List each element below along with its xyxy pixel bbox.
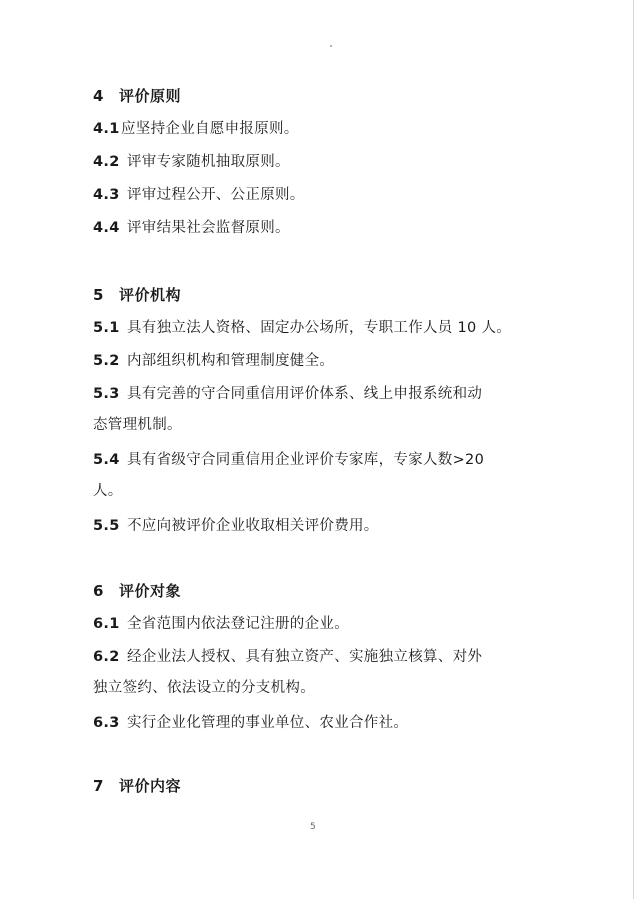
clause-4-2 — [93, 152, 290, 172]
clause-number: 5.4 — [93, 452, 120, 468]
clause-text: 具有独立法人资格、固定办公场所，专职工作人员 10 人。 — [127, 320, 512, 336]
clause-6-3 — [93, 713, 408, 733]
clause-text: 不应向被评价企业收取相关评价费用。 — [127, 518, 379, 534]
clause-5-3 — [93, 384, 482, 404]
section-title: 评价内容 — [119, 777, 182, 795]
section-5-heading — [93, 285, 181, 305]
clause-text: 具有完善的守合同重信用评价体系、线上申报系统和动 — [127, 386, 483, 402]
clause-5-2 — [93, 351, 334, 371]
clause-number: 5.3 — [93, 386, 120, 402]
section-title: 评价机构 — [119, 286, 182, 304]
clause-number: 5.2 — [93, 353, 120, 369]
section-7-heading — [93, 776, 181, 796]
section-6-heading — [93, 581, 181, 601]
clause-number: 4.3 — [93, 187, 120, 203]
clause-4-3 — [93, 185, 305, 205]
section-title: 评价原则 — [119, 87, 182, 105]
section-number: 4 — [93, 87, 104, 105]
clause-text: 具有省级守合同重信用企业评价专家库，专家人数>20 — [127, 452, 485, 468]
clause-number: 4.1 — [93, 121, 120, 137]
clause-number: 6.2 — [93, 649, 120, 665]
clause-number: 4.4 — [93, 220, 120, 236]
clause-5-3-continuation: 态管理机制。 — [93, 417, 182, 433]
clause-4-1 — [93, 119, 299, 139]
clause-6-1 — [93, 614, 349, 634]
section-number: 5 — [93, 286, 104, 304]
section-number: 6 — [93, 582, 104, 600]
clause-5-4 — [93, 450, 484, 470]
clause-5-4-continuation: 人。 — [93, 483, 123, 499]
clause-text: 评审过程公开、公正原则。 — [127, 187, 305, 203]
clause-number: 4.2 — [93, 154, 120, 170]
clause-text: 经企业法人授权、具有独立资产、实施独立核算、对外 — [127, 649, 483, 665]
section-title: 评价对象 — [119, 582, 182, 600]
clause-number: 5.1 — [93, 320, 120, 336]
clause-5-1 — [93, 318, 511, 338]
clause-number: 5.5 — [93, 518, 120, 534]
clause-6-2-continuation: 独立签约、依法设立的分支机构。 — [93, 680, 315, 696]
clause-5-5 — [93, 516, 379, 536]
clause-4-4 — [93, 218, 290, 238]
clause-text: 实行企业化管理的事业单位、农业合作社。 — [127, 715, 409, 731]
section-number: 7 — [93, 777, 104, 795]
scan-edge-line — [633, 0, 634, 899]
page-number: 5 — [310, 822, 316, 832]
clause-text: 内部组织机构和管理制度健全。 — [127, 353, 335, 369]
clause-text: 全省范围内依法登记注册的企业。 — [127, 616, 349, 632]
section-4-heading — [93, 86, 181, 106]
clause-text: 应坚持企业自愿申报原则。 — [121, 121, 299, 137]
clause-number: 6.3 — [93, 715, 120, 731]
scan-speck — [330, 45, 332, 47]
clause-6-2 — [93, 647, 482, 667]
clause-number: 6.1 — [93, 616, 120, 632]
clause-text: 评审结果社会监督原则。 — [127, 220, 290, 236]
clause-text: 评审专家随机抽取原则。 — [127, 154, 290, 170]
